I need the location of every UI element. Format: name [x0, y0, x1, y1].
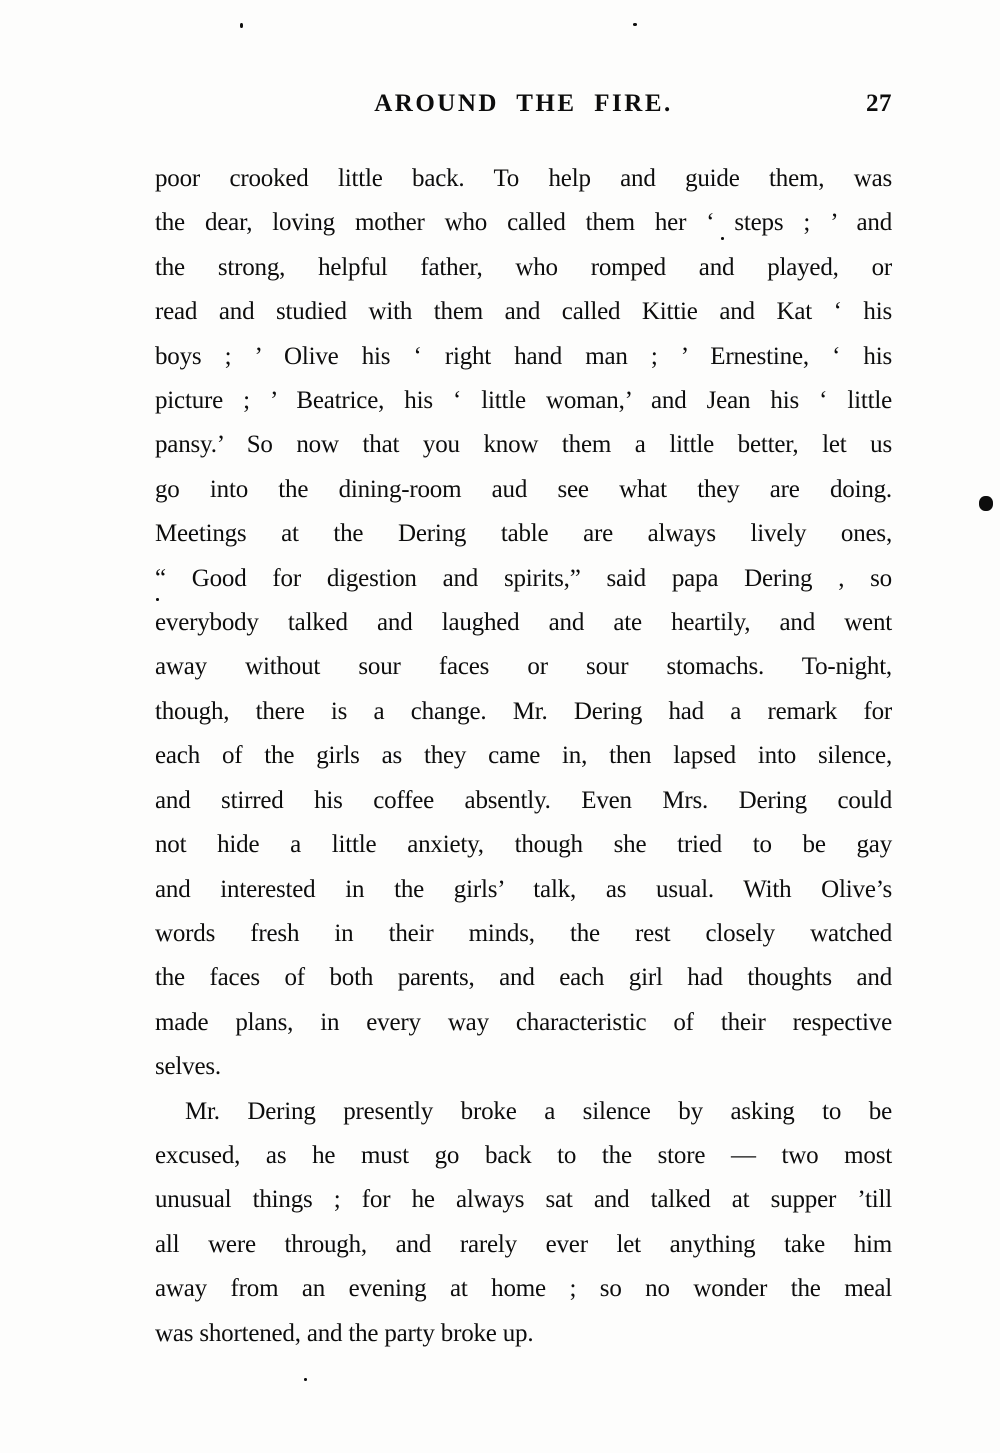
text-line: everybody talked and laughed and ate heartily, and went [155, 609, 892, 637]
text-line: and stirred his coffee absently. Even Mrs. Dering could [155, 786, 892, 814]
text-line: poor crooked little back. To help and guide them, was [155, 165, 892, 192]
text-line: the strong, helpful father, who romped and played, or [155, 253, 892, 281]
text-line: though, there is a change. Mr. Dering had a remark for [155, 697, 892, 725]
text-line: selves. [155, 1053, 221, 1081]
text-line: and interested in the girls’ talk, as usual. With Olive’s [155, 875, 892, 903]
text-line: away without sour faces or sour stomachs. To-night, [155, 653, 892, 681]
text-line: the dear, loving mother who called them her ‘ steps ; ’ and [155, 209, 892, 237]
page-body [155, 157, 892, 1356]
text-line: picture ; ’ Beatrice, his ‘ little woman,’ and Jean his ‘ little [155, 387, 892, 415]
text-line: pansy.’ So now that you know them a little better, let us [155, 431, 892, 459]
text-line: away from an evening at home ; so no wonder the meal [155, 1275, 892, 1303]
text-line: excused, as he must go back to the store — two most [155, 1141, 892, 1169]
text-line: Meetings at the Dering table are always lively ones, [155, 520, 892, 548]
text-line: all were through, and rarely ever let anything take him [155, 1230, 892, 1258]
text-line: “ Good for digestion and spirits,” said papa Dering , so [155, 564, 892, 592]
text-line: each of the girls as they came in, then lapsed into silence, [155, 742, 892, 770]
text-line: made plans, in every way characteristic of their respective [155, 1008, 892, 1036]
text-line: unusual things ; for he always sat and talked at supper ’till [155, 1186, 892, 1214]
text-line: was shortened, and the party broke up. [155, 1319, 534, 1347]
page-number: 27 [866, 90, 892, 117]
text-line: go into the dining-room aud see what they are doing. [155, 475, 892, 503]
text-line: not hide a little anxiety, though she tried to be gay [155, 831, 892, 859]
ink-speck [633, 23, 637, 26]
ink-speck [240, 23, 243, 28]
ink-speck [979, 496, 993, 511]
ink-speck [156, 598, 159, 601]
ink-speck [721, 237, 724, 240]
ink-speck [304, 1378, 307, 1381]
text-line: words fresh in their minds, the rest closely watched [155, 919, 892, 947]
page-header [155, 90, 892, 118]
text-line: Mr. Dering presently broke a silence by asking to be [185, 1097, 892, 1125]
text-line: boys ; ’ Olive his ‘ right hand man ; ’ Ernestine, ‘ his [155, 342, 892, 370]
running-title: AROUND THE FIRE. [374, 90, 673, 117]
text-line: the faces of both parents, and each girl had thoughts and [155, 964, 892, 992]
text-line: read and studied with them and called Kittie and Kat ‘ his [155, 298, 892, 326]
